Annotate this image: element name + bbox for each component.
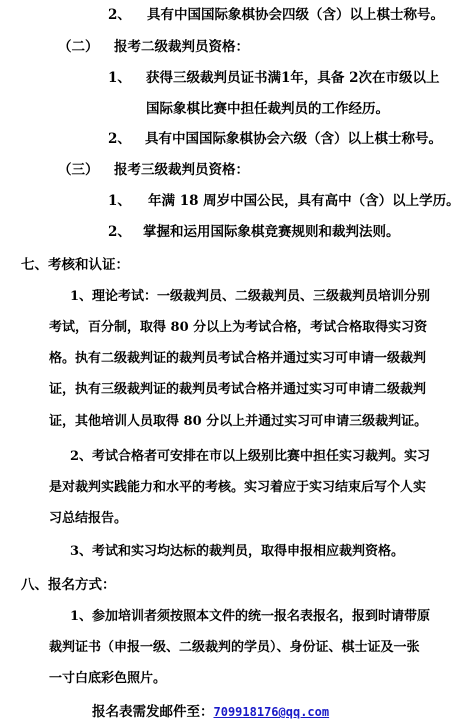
paragraph-line: 考试，百分制，取得 80 分以上为考试合格，考试合格取得实习资 <box>49 320 428 335</box>
item-text: 年满 18 周岁中国公民，具有高中（含）以上学历。 <box>148 193 460 209</box>
paragraph-line: 是对裁判实践能力和水平的考核。实习着应于实习结束后写个人实 <box>49 480 427 495</box>
item-number: 2、 <box>108 131 131 147</box>
item-text: 获得三级裁判员证书满1年，具备 2次在市级以上 <box>146 70 440 86</box>
paragraph-line: 1、理论考试：一级裁判员、二级裁判员、三级裁判员培训分别 <box>70 289 431 304</box>
paragraph-line: 证，执有三级裁判证的裁判员考试合格并通过实习可申请二级裁判 <box>49 382 427 397</box>
item-text: 具有中国国际象棋协会六级（含）以上棋士称号。 <box>145 131 442 147</box>
subsection-title: 报考三级裁判员资格： <box>114 162 249 178</box>
paragraph-line: 3、考试和实习均达标的裁判员，取得申报相应裁判资格。 <box>70 544 405 559</box>
paragraph-line: 习总结报告。 <box>49 511 128 526</box>
subsection-number: （三） <box>58 162 99 178</box>
paragraph-line: 2、考试合格者可安排在市以上级别比赛中担任实习裁判。实习 <box>70 449 431 464</box>
list-item <box>108 130 442 148</box>
item-number: 2、 <box>108 224 131 240</box>
subsection-heading <box>58 38 249 56</box>
list-item-continuation: 国际象棋比赛中担任裁判员的工作经历。 <box>146 101 389 117</box>
section-heading: 七、考核和认证： <box>21 257 129 273</box>
email-line <box>92 703 329 721</box>
list-item <box>108 223 400 241</box>
paragraph-line: 裁判证书（申报一级、二级裁判的学员）、身份证、棋士证及一张 <box>49 640 420 655</box>
paragraph-line: 证，其他培训人员取得 80 分以上并通过实习可申请三级裁判证。 <box>49 414 428 429</box>
paragraph-line: 格。执有二级裁判证的裁判员考试合格并通过实习可申请一级裁判 <box>49 351 427 366</box>
section-heading: 八、报名方式： <box>21 577 116 593</box>
item-text: 具有中国国际象棋协会四级（含）以上棋士称号。 <box>147 7 444 23</box>
subsection-title: 报考二级裁判员资格： <box>114 39 249 55</box>
paragraph-line: 1、参加培训者须按照本文件的统一报名表报名，报到时请带原 <box>70 609 431 624</box>
list-item <box>108 192 460 210</box>
paragraph-line: 一寸白底彩色照片。 <box>49 671 167 686</box>
item-number: 1、 <box>108 193 131 209</box>
item-text: 掌握和运用国际象棋竞赛规则和裁判法则。 <box>143 224 400 240</box>
list-item <box>108 69 440 87</box>
item-number: 1、 <box>108 70 131 86</box>
email-label: 报名表需发邮件至： <box>92 704 214 720</box>
subsection-heading <box>58 161 249 179</box>
list-item <box>108 6 444 24</box>
subsection-number: （二） <box>58 39 99 55</box>
item-number: 2、 <box>108 7 131 23</box>
email-link[interactable]: 709918176@qq.com <box>213 705 330 719</box>
